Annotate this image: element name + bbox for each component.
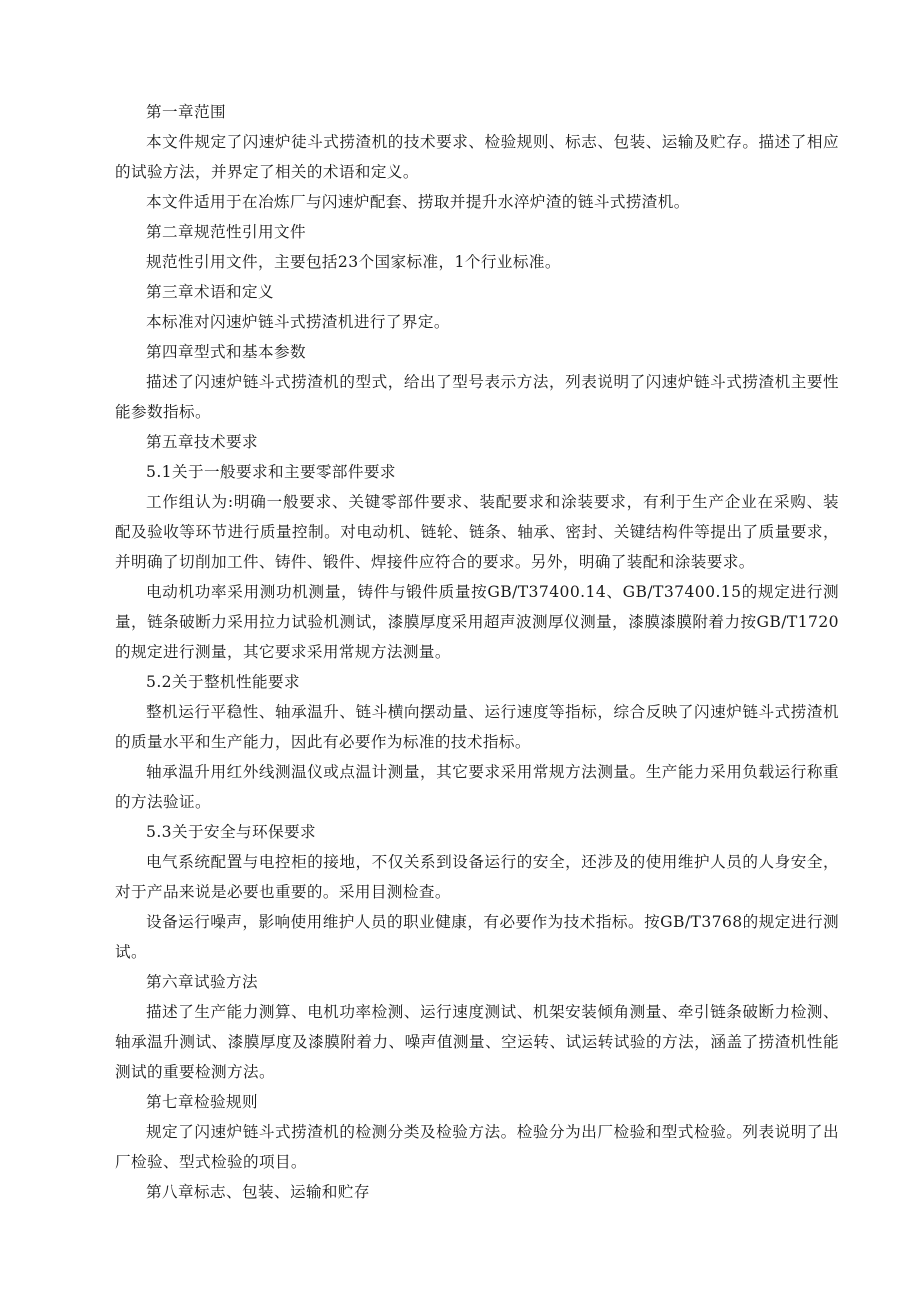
paragraph: 电动机功率采用测功机测量，铸件与锻件质量按GB/T37400.14、GB/T37400.15的规定进行测量，链条破断力采用拉力试验机测试，漆膜厚度采用超声波测厚仪测量，漆膜漆膜附着力按GB/T1720的规定进行测量，其它要求采用常规方法测量。 [115,583,839,661]
chapter-3-heading: 第三章术语和定义 [146,283,274,301]
section-5-1-heading: 5.1关于一般要求和主要零部件要求 [146,463,396,481]
chapter-4-heading: 第四章型式和基本参数 [146,343,306,361]
paragraph: 规范性引用文件，主要包括23个国家标准，1个行业标准。 [146,253,561,271]
section-5-3-heading: 5.3关于安全与环保要求 [146,823,316,841]
chapter-1-heading: 第一章范围 [146,103,226,121]
paragraph: 规定了闪速炉链斗式捞渣机的检测分类及检验方法。检验分为出厂检验和型式检验。列表说明了出厂检验、型式检验的项目。 [115,1123,839,1171]
chapter-8-heading: 第八章标志、包装、运输和贮存 [146,1183,370,1201]
paragraph: 设备运行噪声，影响使用维护人员的职业健康，有必要作为技术指标。按GB/T3768的规定进行测试。 [115,913,839,961]
section-5-2-heading: 5.2关于整机性能要求 [146,673,300,691]
paragraph: 本标准对闪速炉链斗式捞渣机进行了界定。 [146,313,450,331]
paragraph: 轴承温升用红外线测温仪或点温计测量，其它要求采用常规方法测量。生产能力采用负载运行称重的方法验证。 [115,763,839,811]
chapter-7-heading: 第七章检验规则 [146,1093,258,1111]
paragraph: 本文件适用于在冶炼厂与闪速炉配套、捞取并提升水淬炉渣的链斗式捞渣机。 [146,193,690,211]
chapter-2-heading: 第二章规范性引用文件 [146,223,306,241]
paragraph: 描述了生产能力测算、电机功率检测、运行速度测试、机架安装倾角测量、牵引链条破断力检测、轴承温升测试、漆膜厚度及漆膜附着力、噪声值测量、空运转、试运转试验的方法，涵盖了捞渣机性能测试的重要检测方法。 [115,1003,839,1081]
paragraph: 本文件规定了闪速炉徒斗式捞渣机的技术要求、检验规则、标志、包装、运输及贮存。描述了相应的试验方法，并界定了相关的术语和定义。 [115,133,839,181]
chapter-6-heading: 第六章试验方法 [146,973,258,991]
chapter-5-heading: 第五章技术要求 [146,433,258,451]
document-body [115,97,839,1207]
paragraph: 描述了闪速炉链斗式捞渣机的型式，给出了型号表示方法，列表说明了闪速炉链斗式捞渣机主要性能参数指标。 [115,373,839,421]
paragraph: 整机运行平稳性、轴承温升、链斗横向摆动量、运行速度等指标，综合反映了闪速炉链斗式捞渣机的质量水平和生产能力，因此有必要作为标准的技术指标。 [115,703,839,751]
paragraph: 工作组认为:明确一般要求、关键零部件要求、装配要求和涂装要求，有利于生产企业在采购、装配及验收等环节进行质量控制。对电动机、链轮、链条、轴承、密封、关键结构件等提出了质量要求，并明确了切削加工件、铸件、锻件、焊接件应符合的要求。另外，明确了装配和涂装要求。 [115,493,839,571]
paragraph: 电气系统配置与电控柜的接地，不仅关系到设备运行的安全，还涉及的使用维护人员的人身安全，对于产品来说是必要也重要的。采用目测检查。 [115,853,839,901]
